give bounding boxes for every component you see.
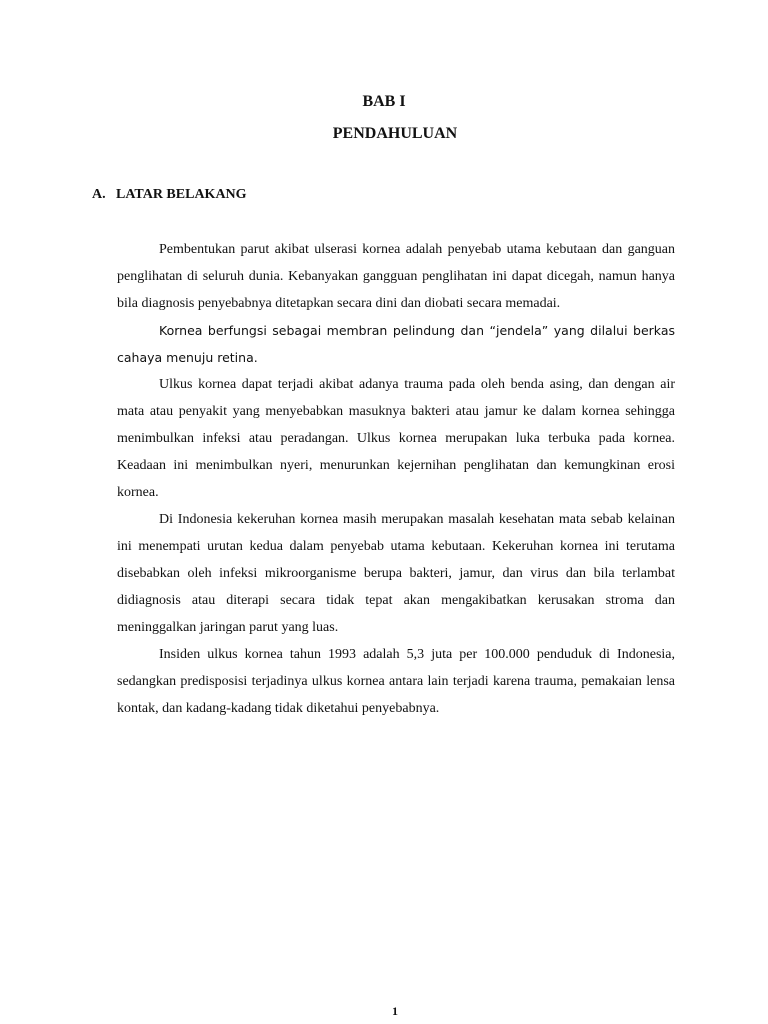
paragraph: Kornea berfungsi sebagai membran pelindung dan “jendela” yang dilalui berkas cahaya menuju retina. — [117, 323, 675, 365]
chapter-number: BAB I — [362, 93, 406, 110]
section-heading — [92, 186, 247, 204]
section-letter: A. — [92, 187, 106, 202]
page-number: 1 — [392, 1004, 398, 1018]
chapter-title: PENDAHULUAN — [332, 125, 458, 142]
body-text — [117, 236, 675, 722]
paragraph: Di Indonesia kekeruhan kornea masih merupakan masalah kesehatan mata sebab kelainan ini menempati urutan kedua dalam penyebab utama kebutaan. Kekeruhan kornea ini terutama disebabkan oleh infeksi mikroorganisme berupa bakteri, jamur, dan virus dan bila terlambat didiagnosis atau diterapi secara tidak tepat akan mengakibatkan kerusakan stroma dan meninggalkan jaringan parut yang luas. — [117, 512, 675, 635]
paragraph: Insiden ulkus kornea tahun 1993 adalah 5,3 juta per 100.000 penduduk di Indonesia, sedangkan predisposisi terjadinya ulkus kornea antara lain terjadi karena trauma, pemakaian lensa kontak, dan kadang-kadang tidak diketahui penyebabnya. — [117, 647, 675, 716]
paragraph: Ulkus kornea dapat terjadi akibat adanya trauma pada oleh benda asing, dan dengan air mata atau penyakit yang menyebabkan masuknya bakteri atau jamur ke dalam kornea sehingga menimbulkan infeksi atau peradangan. Ulkus kornea merupakan luka terbuka pada kornea. Keadaan ini menimbulkan nyeri, menurunkan kejernihan penglihatan dan kemungkinan erosi kornea. — [117, 377, 675, 500]
section-title: LATAR BELAKANG — [116, 187, 247, 202]
paragraph: Pembentukan parut akibat ulserasi kornea adalah penyebab utama kebutaan dan ganguan penglihatan di seluruh dunia. Kebanyakan gangguan penglihatan ini dapat dicegah, namun hanya bila diagnosis penyebabnya ditetapkan secara dini dan diobati secara memadai. — [117, 242, 675, 311]
